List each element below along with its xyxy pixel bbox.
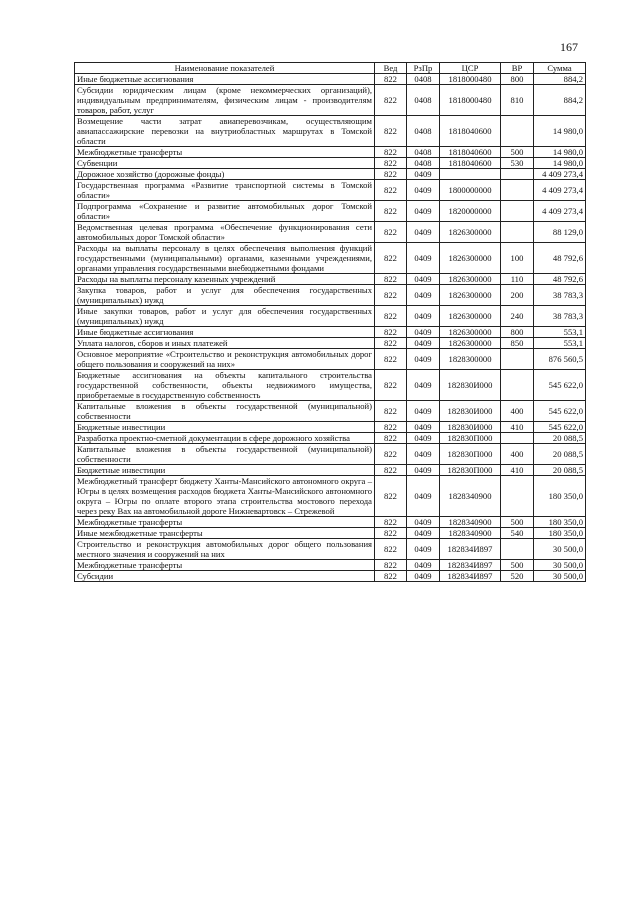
cell-rzpr: 0409	[407, 444, 440, 465]
cell-rzpr: 0409	[407, 306, 440, 327]
cell-vr	[501, 370, 534, 401]
cell-csr: 182830И000	[440, 370, 501, 401]
cell-vr	[501, 180, 534, 201]
cell-rzpr: 0409	[407, 571, 440, 582]
table-row	[75, 306, 586, 327]
cell-vr: 410	[501, 465, 534, 476]
cell-name: Государственная программа «Развитие транспортной системы в Томской области»	[75, 180, 375, 201]
cell-csr: 1818040600	[440, 158, 501, 169]
cell-sum: 20 088,5	[534, 444, 586, 465]
cell-vr: 810	[501, 85, 534, 116]
cell-ved: 822	[375, 116, 407, 147]
cell-sum: 545 622,0	[534, 370, 586, 401]
table-row	[75, 370, 586, 401]
cell-name: Иные межбюджетные трансферты	[75, 528, 375, 539]
cell-name: Иные бюджетные ассигнования	[75, 327, 375, 338]
cell-ved: 822	[375, 476, 407, 517]
cell-vr	[501, 433, 534, 444]
cell-vr	[501, 539, 534, 560]
cell-sum: 545 622,0	[534, 401, 586, 422]
cell-rzpr: 0409	[407, 327, 440, 338]
cell-csr: 1800000000	[440, 180, 501, 201]
cell-csr: 1818000480	[440, 85, 501, 116]
cell-vr: 200	[501, 285, 534, 306]
cell-rzpr: 0409	[407, 560, 440, 571]
header-name: Наименование показателей	[75, 63, 375, 74]
cell-sum: 48 792,6	[534, 274, 586, 285]
cell-ved: 822	[375, 169, 407, 180]
cell-vr: 540	[501, 528, 534, 539]
table-row	[75, 517, 586, 528]
cell-rzpr: 0409	[407, 243, 440, 274]
cell-name: Возмещение части затрат авиаперевозчикам, осуществляющим авиапассажирские перевозки на внутриобластных маршрутах в Томской области	[75, 116, 375, 147]
cell-name: Межбюджетные трансферты	[75, 560, 375, 571]
cell-rzpr: 0408	[407, 85, 440, 116]
cell-rzpr: 0409	[407, 285, 440, 306]
cell-csr: 1828340900	[440, 517, 501, 528]
cell-name: Строительство и реконструкция автомобильных дорог общего пользования местного значения и сооружений на них	[75, 539, 375, 560]
cell-csr: 182834И897	[440, 571, 501, 582]
table-row	[75, 180, 586, 201]
cell-name: Межбюджетный трансферт бюджету Ханты-Мансийского автономного округа – Югры в целях возмещения расходов бюджета Ханты-Мансийского автономного округа – Югры по оплате второго этапа строительства мостового перехода через реку Вах на автомобильной дороге Нижневартовск – Стрежевой	[75, 476, 375, 517]
cell-rzpr: 0409	[407, 433, 440, 444]
table-row	[75, 243, 586, 274]
table-row	[75, 476, 586, 517]
cell-rzpr: 0408	[407, 158, 440, 169]
cell-sum: 30 500,0	[534, 560, 586, 571]
cell-csr: 1826300000	[440, 285, 501, 306]
cell-csr: 1828340900	[440, 476, 501, 517]
cell-rzpr: 0409	[407, 201, 440, 222]
header-rzpr: РзПр	[407, 63, 440, 74]
cell-vr: 410	[501, 422, 534, 433]
header-sum: Сумма	[534, 63, 586, 74]
cell-ved: 822	[375, 180, 407, 201]
cell-rzpr: 0409	[407, 370, 440, 401]
cell-rzpr: 0409	[407, 476, 440, 517]
cell-csr: 1820000000	[440, 201, 501, 222]
cell-csr: 182834И897	[440, 539, 501, 560]
table-row	[75, 147, 586, 158]
cell-ved: 822	[375, 433, 407, 444]
cell-name: Ведомственная целевая программа «Обеспечение функционирования сети автомобильных дорог Томской области»	[75, 222, 375, 243]
cell-ved: 822	[375, 560, 407, 571]
cell-vr: 800	[501, 327, 534, 338]
budget-table	[74, 62, 586, 582]
cell-sum: 545 622,0	[534, 422, 586, 433]
cell-rzpr: 0409	[407, 338, 440, 349]
cell-csr: 1826300000	[440, 327, 501, 338]
cell-sum: 20 088,5	[534, 465, 586, 476]
cell-sum: 180 350,0	[534, 476, 586, 517]
cell-ved: 822	[375, 539, 407, 560]
cell-csr: 1826300000	[440, 338, 501, 349]
cell-name: Бюджетные инвестиции	[75, 465, 375, 476]
cell-rzpr: 0409	[407, 169, 440, 180]
cell-vr	[501, 222, 534, 243]
cell-rzpr: 0409	[407, 528, 440, 539]
cell-ved: 822	[375, 74, 407, 85]
cell-ved: 822	[375, 85, 407, 116]
table-row	[75, 539, 586, 560]
cell-sum: 14 980,0	[534, 147, 586, 158]
cell-name: Расходы на выплаты персоналу в целях обеспечения выполнения функций государственными (муниципальными) органами, казенными учреждениями, органами управления государственными внебюджетными фондами	[75, 243, 375, 274]
cell-rzpr: 0409	[407, 401, 440, 422]
cell-csr: 182830П000	[440, 444, 501, 465]
cell-ved: 822	[375, 338, 407, 349]
cell-ved: 822	[375, 306, 407, 327]
cell-name: Субвенции	[75, 158, 375, 169]
table-row	[75, 465, 586, 476]
cell-rzpr: 0409	[407, 422, 440, 433]
cell-rzpr: 0409	[407, 465, 440, 476]
cell-sum: 88 129,0	[534, 222, 586, 243]
header-csr: ЦСР	[440, 63, 501, 74]
cell-vr	[501, 476, 534, 517]
cell-name: Закупка товаров, работ и услуг для обеспечения государственных (муниципальных) нужд	[75, 285, 375, 306]
cell-csr: 182834И897	[440, 560, 501, 571]
cell-sum: 30 500,0	[534, 539, 586, 560]
cell-sum: 553,1	[534, 338, 586, 349]
cell-csr: 1826300000	[440, 306, 501, 327]
table-row	[75, 222, 586, 243]
cell-name: Иные закупки товаров, работ и услуг для обеспечения государственных (муниципальных) нужд	[75, 306, 375, 327]
cell-vr: 850	[501, 338, 534, 349]
cell-csr: 1826300000	[440, 222, 501, 243]
cell-vr: 100	[501, 243, 534, 274]
cell-csr: 182830И000	[440, 422, 501, 433]
cell-ved: 822	[375, 571, 407, 582]
cell-rzpr: 0408	[407, 147, 440, 158]
cell-sum: 14 980,0	[534, 158, 586, 169]
table-row	[75, 201, 586, 222]
cell-ved: 822	[375, 285, 407, 306]
table-row	[75, 338, 586, 349]
cell-rzpr: 0409	[407, 539, 440, 560]
cell-name: Расходы на выплаты персоналу казенных учреждений	[75, 274, 375, 285]
cell-rzpr: 0409	[407, 517, 440, 528]
cell-sum: 4 409 273,4	[534, 201, 586, 222]
page-number: 167	[560, 40, 578, 54]
cell-csr: 182830И000	[440, 401, 501, 422]
cell-rzpr: 0409	[407, 180, 440, 201]
cell-name: Уплата налогов, сборов и иных платежей	[75, 338, 375, 349]
cell-name: Субсидии	[75, 571, 375, 582]
cell-vr: 240	[501, 306, 534, 327]
cell-name: Подпрограмма «Сохранение и развитие автомобильных дорог Томской области»	[75, 201, 375, 222]
table-body	[75, 74, 586, 582]
cell-ved: 822	[375, 158, 407, 169]
table-row	[75, 158, 586, 169]
cell-vr: 400	[501, 444, 534, 465]
cell-csr: 182830П000	[440, 465, 501, 476]
cell-ved: 822	[375, 370, 407, 401]
table-row	[75, 327, 586, 338]
cell-sum: 180 350,0	[534, 517, 586, 528]
cell-vr: 110	[501, 274, 534, 285]
table-row	[75, 285, 586, 306]
cell-sum: 48 792,6	[534, 243, 586, 274]
cell-ved: 822	[375, 349, 407, 370]
cell-vr: 520	[501, 571, 534, 582]
cell-sum: 14 980,0	[534, 116, 586, 147]
table-row	[75, 401, 586, 422]
table-row	[75, 74, 586, 85]
cell-vr	[501, 349, 534, 370]
cell-name: Межбюджетные трансферты	[75, 517, 375, 528]
table-row	[75, 528, 586, 539]
cell-vr: 500	[501, 560, 534, 571]
cell-csr: 1818040600	[440, 116, 501, 147]
cell-csr: 1818000480	[440, 74, 501, 85]
cell-csr: 1828300000	[440, 349, 501, 370]
cell-vr: 530	[501, 158, 534, 169]
cell-sum: 30 500,0	[534, 571, 586, 582]
cell-ved: 822	[375, 465, 407, 476]
cell-rzpr: 0408	[407, 116, 440, 147]
cell-sum: 4 409 273,4	[534, 169, 586, 180]
cell-sum: 553,1	[534, 327, 586, 338]
cell-vr	[501, 116, 534, 147]
cell-sum: 876 560,5	[534, 349, 586, 370]
cell-csr: 182830П000	[440, 433, 501, 444]
cell-ved: 822	[375, 422, 407, 433]
table-row	[75, 571, 586, 582]
cell-csr: 1818040600	[440, 147, 501, 158]
table-row	[75, 422, 586, 433]
cell-name: Бюджетные инвестиции	[75, 422, 375, 433]
cell-sum: 884,2	[534, 85, 586, 116]
cell-name: Бюджетные ассигнования на объекты капитального строительства государственной собственности, объекты недвижимого имущества, приобретаемые в государственную собственность	[75, 370, 375, 401]
cell-name: Межбюджетные трансферты	[75, 147, 375, 158]
cell-csr	[440, 169, 501, 180]
header-vr: ВР	[501, 63, 534, 74]
table-row	[75, 560, 586, 571]
cell-vr	[501, 169, 534, 180]
cell-vr	[501, 201, 534, 222]
cell-ved: 822	[375, 201, 407, 222]
cell-ved: 822	[375, 274, 407, 285]
cell-csr: 1826300000	[440, 274, 501, 285]
table-row	[75, 85, 586, 116]
table-row	[75, 349, 586, 370]
cell-ved: 822	[375, 401, 407, 422]
cell-sum: 20 088,5	[534, 433, 586, 444]
cell-name: Разработка проектно-сметной документации в сфере дорожного хозяйства	[75, 433, 375, 444]
table-row	[75, 274, 586, 285]
cell-name: Основное мероприятие «Строительство и реконструкция автомобильных дорог общего пользования и сооружений на них»	[75, 349, 375, 370]
cell-name: Капитальные вложения в объекты государственной (муниципальной) собственности	[75, 444, 375, 465]
cell-csr: 1826300000	[440, 243, 501, 274]
cell-vr: 400	[501, 401, 534, 422]
cell-ved: 822	[375, 243, 407, 274]
cell-sum: 38 783,3	[534, 285, 586, 306]
cell-sum: 884,2	[534, 74, 586, 85]
cell-sum: 4 409 273,4	[534, 180, 586, 201]
cell-ved: 822	[375, 517, 407, 528]
cell-vr: 500	[501, 517, 534, 528]
cell-vr: 800	[501, 74, 534, 85]
cell-rzpr: 0408	[407, 74, 440, 85]
cell-rzpr: 0409	[407, 222, 440, 243]
cell-sum: 180 350,0	[534, 528, 586, 539]
table-row	[75, 444, 586, 465]
cell-name: Дорожное хозяйство (дорожные фонды)	[75, 169, 375, 180]
cell-sum: 38 783,3	[534, 306, 586, 327]
cell-name: Капитальные вложения в объекты государственной (муниципальной) собственности	[75, 401, 375, 422]
table-row	[75, 116, 586, 147]
cell-name: Субсидии юридическим лицам (кроме некоммерческих организаций), индивидуальным предпринимателям, физическим лицам - производителям товаров, работ, услуг	[75, 85, 375, 116]
cell-ved: 822	[375, 327, 407, 338]
cell-csr: 1828340900	[440, 528, 501, 539]
cell-name: Иные бюджетные ассигнования	[75, 74, 375, 85]
cell-ved: 822	[375, 444, 407, 465]
cell-rzpr: 0409	[407, 349, 440, 370]
cell-ved: 822	[375, 222, 407, 243]
cell-rzpr: 0409	[407, 274, 440, 285]
table-header-row	[75, 63, 586, 74]
cell-vr: 500	[501, 147, 534, 158]
header-ved: Вед	[375, 63, 407, 74]
table-row	[75, 169, 586, 180]
cell-ved: 822	[375, 528, 407, 539]
table-row	[75, 433, 586, 444]
cell-ved: 822	[375, 147, 407, 158]
